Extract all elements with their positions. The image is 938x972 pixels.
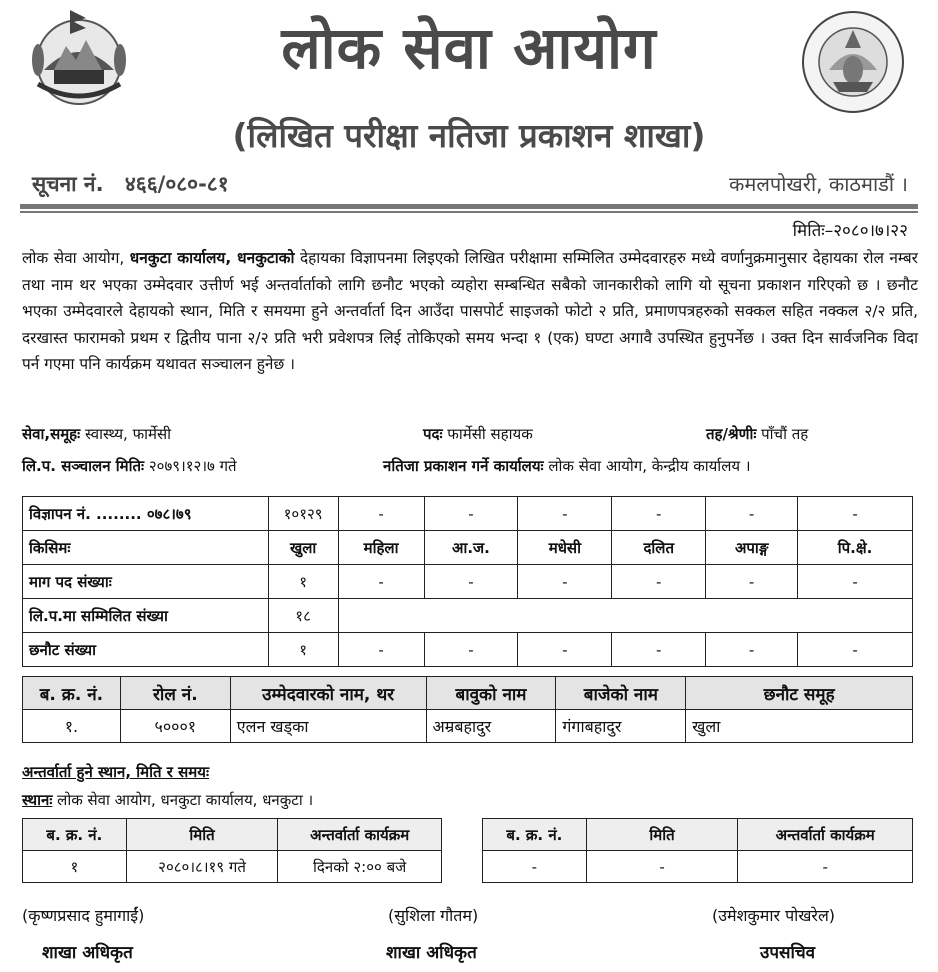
table-cell: १. — [23, 710, 121, 743]
level-label: तह/श्रेणीः — [706, 425, 757, 443]
column-header: अन्तर्वार्ता कार्यक्रम — [738, 819, 913, 851]
table-cell: पि.क्षे. — [798, 531, 913, 565]
column-header: मिति — [126, 819, 278, 851]
table-cell: - — [798, 633, 913, 667]
table-cell: - — [706, 565, 798, 599]
table-row — [483, 851, 913, 883]
column-header: अन्तर्वार्ता कार्यक्रम — [278, 819, 442, 851]
service-group — [22, 424, 171, 444]
table-cell: अम्रबहादुर — [426, 710, 556, 743]
table-cell: - — [612, 633, 706, 667]
table-cell: १ — [23, 851, 127, 883]
exam-date-label: लि.प. सञ्चालन मितिः — [22, 457, 145, 475]
level — [706, 424, 808, 444]
table-header-row — [483, 819, 913, 851]
table-row — [23, 851, 442, 883]
result-office-label: नतिजा प्रकाशन गर्ने कार्यालयः — [383, 457, 544, 475]
table-cell: मधेसी — [518, 531, 612, 565]
page-subtitle: (लिखित परीक्षा नतिजा प्रकाशन शाखा) — [232, 116, 706, 155]
paragraph-office: धनकुटा कार्यालय, धनकुटाको — [129, 249, 295, 267]
exam-date-value: २०७९।१२।७ गते — [148, 457, 237, 475]
interview-heading: अन्तर्वार्ता हुने स्थान, मिति र समयः — [22, 763, 209, 781]
notice-value: ४६६/०८०-८१ — [124, 172, 229, 196]
notice-date: मितिः–२०८०।७।२२ — [792, 221, 908, 241]
result-table — [22, 676, 913, 743]
table-row — [23, 599, 913, 633]
column-header: ब. क्र. नं. — [483, 819, 587, 851]
table-cell: - — [518, 633, 612, 667]
table-cell: ५०००१ — [120, 710, 230, 743]
table-cell: एलन खड्का — [230, 710, 426, 743]
table-row — [23, 497, 913, 531]
table-cell: - — [706, 497, 798, 531]
table-cell: महिला — [338, 531, 424, 565]
signatory-title: उपसचिव — [760, 943, 816, 963]
table-cell: १८ — [268, 599, 338, 633]
table-cell: - — [612, 565, 706, 599]
notice-paragraph — [22, 245, 918, 378]
type-label: किसिमः — [23, 531, 269, 565]
table-cell: - — [586, 851, 738, 883]
interview-table-left — [22, 818, 442, 883]
table-row — [23, 531, 913, 565]
table-row — [23, 633, 913, 667]
table-cell: - — [518, 497, 612, 531]
exam-date — [22, 456, 237, 476]
table-cell: दलित — [612, 531, 706, 565]
table-cell — [338, 599, 912, 633]
notice-label: सूचना नं. — [32, 172, 104, 196]
table-cell: - — [338, 565, 424, 599]
interview-table-right — [482, 818, 913, 883]
table-header-row — [23, 819, 442, 851]
paragraph-text-1: लोक सेवा आयोग, — [22, 249, 130, 267]
office-location: कमलपोखरी, काठमाडौं । — [729, 172, 908, 196]
table-row — [23, 565, 913, 599]
signatory-name: (कृष्णप्रसाद हुमागाईं) — [22, 906, 145, 925]
table-cell: - — [798, 565, 913, 599]
post-value: फार्मेसी सहायक — [447, 425, 533, 443]
header-divider-thin — [20, 211, 918, 213]
signatory-name: (सुशिला गौतम) — [388, 906, 479, 925]
signatory-title: शाखा अधिकृत — [386, 943, 477, 963]
post — [423, 424, 533, 444]
table-cell: अपाङ्ग — [706, 531, 798, 565]
signatory-title: शाखा अधिकृत — [42, 943, 133, 963]
column-header: बावुको नाम — [426, 677, 556, 710]
signatory-name: (उमेशकुमार पोखरेल) — [712, 906, 836, 925]
table-cell: खुला — [686, 710, 913, 743]
column-header: उम्मेदवारको नाम, थर — [230, 677, 426, 710]
table-cell: - — [518, 565, 612, 599]
result-office — [383, 456, 751, 476]
table-cell: १ — [268, 633, 338, 667]
table-cell: - — [706, 633, 798, 667]
header-divider — [20, 204, 918, 209]
table-cell: - — [424, 497, 518, 531]
post-label: पदः — [423, 425, 443, 443]
table-row — [23, 710, 913, 743]
table-cell: २०८०।८।१९ गते — [126, 851, 278, 883]
table-cell: १ — [268, 565, 338, 599]
ad-label: विज्ञापन नं. ........ ०७८।७९ — [23, 497, 269, 531]
column-header: बाजेको नाम — [556, 677, 686, 710]
table-cell: - — [424, 633, 518, 667]
table-cell: गंगाबहादुर — [556, 710, 686, 743]
level-value: पाँचौं तह — [761, 425, 809, 443]
column-header: मिति — [586, 819, 738, 851]
paragraph-text-2: देहायका विज्ञापनमा लिइएको लिखित परीक्षामा सम्मिलित उम्मेदवारहरु मध्ये वर्णानुक्रमानुसार देहायका रोल नम्बर तथा नाम थर भएका उम्मेदवार उत्तीर्ण भई अन्तर्वार्ताको लागि छनौट भएको व्यहोरा सम्बन्धित सबैको जानकारीको लागि यो सूचना प्रकाशन गरिएको छ । छनौट भएका उम्मेदवारले देहायको स्थान, मिति र समयमा हुने अन्तर्वार्ता दिन आउँदा पासपोर्ट साइजको फोटो २ प्रति, प्रमाणपत्रहरुको सक्कल सहित नक्कल २/२ प्रति, दरखास्त फारामको प्रथम र द्वितीय पाना २/२ प्रति भरी प्रवेशपत्र लिई तोकिएको समय भन्दा १ (एक) घण्टा अगावै उपस्थित हुनुपर्नेछ । उक्त दिन सार्वजनिक विदा पर्न गएमा पनि कार्यक्रम यथावत सञ्चालन हुनेछ । — [22, 249, 918, 373]
column-header: ब. क्र. नं. — [23, 677, 121, 710]
table-header-row — [23, 677, 913, 710]
appeared-label: लि.प.मा सम्मिलित संख्या — [23, 599, 269, 633]
interview-venue — [22, 790, 313, 810]
table-cell: १०१२९ — [268, 497, 338, 531]
table-cell: - — [338, 633, 424, 667]
selected-label: छनौट संख्या — [23, 633, 269, 667]
column-header: छनौट समूह — [686, 677, 913, 710]
page-title: लोक सेवा आयोग — [281, 14, 657, 82]
column-header: रोल नं. — [120, 677, 230, 710]
table-cell: खुला — [268, 531, 338, 565]
table-cell: आ.ज. — [424, 531, 518, 565]
table-cell: - — [612, 497, 706, 531]
posts-label: माग पद संख्याः — [23, 565, 269, 599]
venue-value: लोक सेवा आयोग, धनकुटा कार्यालय, धनकुटा । — [57, 791, 314, 809]
service-label: सेवा,समूहः — [22, 425, 81, 443]
table-cell: दिनको २:०० बजे — [278, 851, 442, 883]
table-cell: - — [424, 565, 518, 599]
table-cell: - — [338, 497, 424, 531]
table-cell: - — [483, 851, 587, 883]
table-cell: - — [798, 497, 913, 531]
column-header: ब. क्र. नं. — [23, 819, 127, 851]
table-cell: - — [738, 851, 913, 883]
notice-number — [32, 170, 229, 198]
result-office-value: लोक सेवा आयोग, केन्द्रीय कार्यालय । — [548, 457, 751, 475]
service-value: स्वास्थ्य, फार्मेसी — [84, 425, 172, 443]
venue-label: स्थानः — [22, 791, 53, 809]
vacancy-table — [22, 496, 913, 667]
